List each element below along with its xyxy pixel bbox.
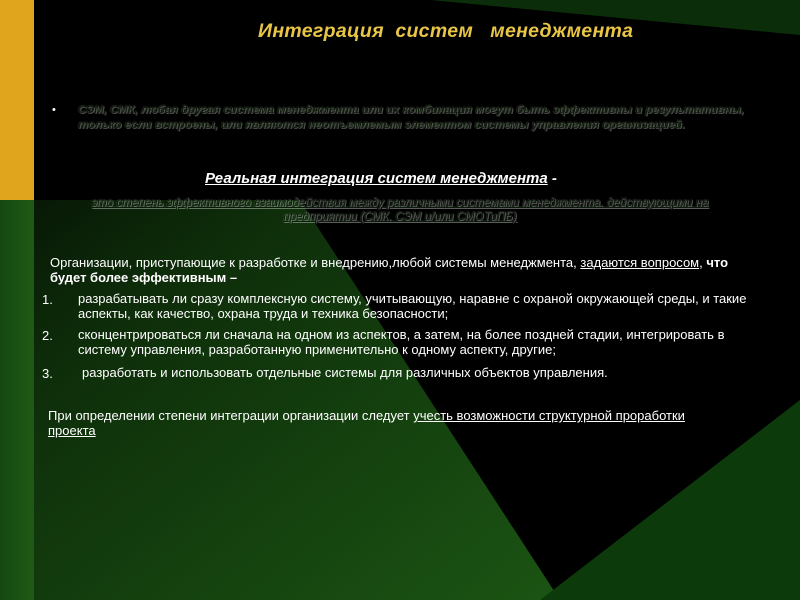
organizations-comma: , [699, 255, 707, 270]
bullet-icon: • [52, 104, 56, 116]
final-link[interactable]: учесть возможности структурной проработки проекта [48, 408, 685, 438]
list-item: разработать и использовать отдельные системы для различных объектов управления. [82, 365, 608, 380]
list-number: 1. [42, 292, 53, 307]
slide-title: Интеграция систем менеджмента [258, 20, 634, 42]
list-number: 2. [42, 328, 53, 343]
organizations-lead: Организации, приступающие к разработке и внедрению,любой системы менеджмента, [50, 255, 581, 270]
intro-bullet-text: СЭМ, СМК, любая другая система менеджмента или их комбинация могут быть эффективны и результативны, только если встроены, или являются неотъемлемым элементом системы управления организацией. [78, 104, 745, 131]
organizations-question: что будет более эффективным – [50, 255, 729, 285]
definition-text: это степень эффективного взаимодействия между различными системами менеджмента, действующими на предприятии (СМК, СЭМ и/или СМОТиПБ) [91, 196, 709, 223]
section-heading-dash: - [547, 170, 557, 187]
section-heading-underlined: Реальная интеграция систем менеджмента [205, 170, 548, 187]
list-number: 3. [42, 366, 53, 381]
organizations-asked: задаются вопросом [580, 255, 700, 270]
final-paragraph [48, 409, 708, 438]
list-item: сконцентрироваться ли сначала на одном из аспектов, а затем, на более поздней стадии, интегрировать в систему управления, разработанную применительно к одному аспекту, другие; [78, 327, 725, 357]
final-lead: При определении степени интеграции организации следует [48, 408, 414, 423]
section-heading [205, 170, 557, 187]
organizations-paragraph [50, 256, 730, 285]
list-item: разрабатывать ли сразу комплексную систему, учитывающую, наравне с охраной окружающей среды, и такие аспекты, как качество, охрана труда и техника безопасности; [78, 291, 747, 321]
